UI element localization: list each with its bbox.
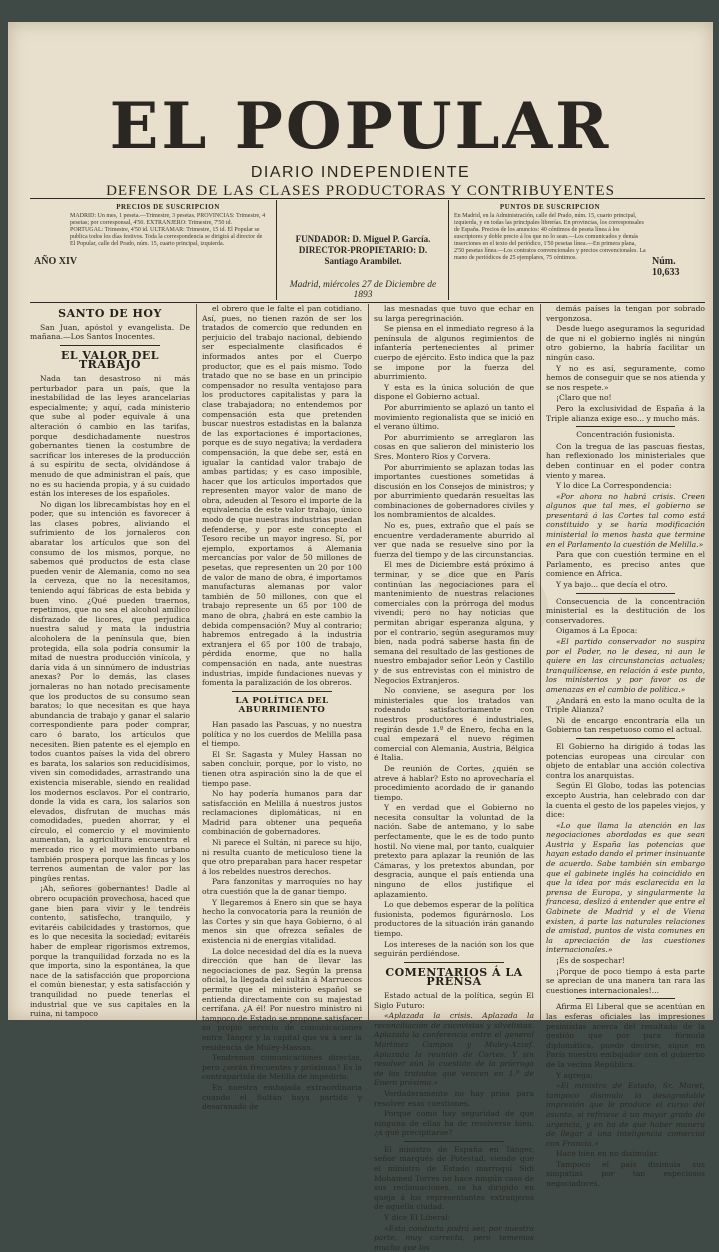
year-label: AÑO XIV <box>34 256 78 267</box>
paragraph: ¡Porque de poco tiempo á esta parte se aprecian de una manera tan rara las cuestiones internacionales!... <box>546 966 705 995</box>
paragraph: Lo que debemos esperar de la política fusionista, podemos figurárnoslo. Los productores de la situación irán ganando tiempo. <box>374 900 534 938</box>
column-rule <box>576 426 675 427</box>
paragraph: San Juan, apóstol y evangelista. De mañana.—Los Santos Inocentes. <box>30 322 190 342</box>
article-heading: COMENTARIOS Á LA PRENSA <box>385 965 523 989</box>
paragraph: las mesnadas que tuvo que echar en su larga peregrinación. <box>374 304 534 323</box>
points-text: En Madrid, en la Administración, calle del Prado, núm. 15, cuarto principal, izquierda, y en todas las principales librerías. En provincias, los corresponsales de España. Precios de los anuncios: 40 céntimos de peseta línea á los suscriptores y doble precio á los que no lo sean.—Los comunicados y demás inserciones en el texto del periódico, 1'50 pesetas línea.—En primera plana, 2'50 pesetas línea.—Los contratos convencionales y precios convencionales. La mano de periódicos de 25 ejemplares, 75 céntimos. <box>454 213 646 261</box>
subheading: Concentración fusionista. <box>576 430 675 440</box>
founder-block <box>284 234 442 267</box>
paragraph: Y ya bajo... que decía el otro. <box>556 580 668 590</box>
quote: «Esta conducta podrá ser, por nuestra parte, muy correcta, pero tememos mucho que los <box>374 1223 534 1252</box>
paragraph: De reunión de Cortes, ¿quién se atreve á hablar? Esto no aprovecharía el procedimiento acordado de ir ganando tiempo. <box>374 763 534 802</box>
paragraph: Tendremos comunicaciones directas, pero ¿serán frecuentes y próximas? Es la contrapartida de Melilla de impedirlo. <box>202 1053 362 1082</box>
article-heading: EL VALOR DEL TRABAJO <box>60 348 160 372</box>
paragraph: Afirma El Liberal que se acentúan en las esferas oficiales las impresiones pesimistas acerca del resultado de la gestión que por para fórmula diplomática, puede decirse, sigue en París nuestro embajador con el gobierno de la vecina República. <box>546 1002 705 1069</box>
prices-text: MADRID: Un mes, 1 peseta.—Trimestre, 3 pesetas. PROVINCIAS: Trimestre, 4 pesetas; por corresponsal, 4'50. EXTRANJERO: Trimestre, 7'50 id. PORTUGAL: Trimestre, 4'50 id. ULTRAMAR: Trimestre, 15 id. El Popular se publica todos los días festivos. Toda la correspondencia se dirigirá al director de El Popular, calle del Prado, núm. 15, cuarto principal, izquierda. <box>70 213 266 247</box>
quote: «Lo que llama la atención en las negociaciones abordadas es que sean Austria y España las potencias que hayan estado dando el primer insinuante de acuerdo. Sabe también sin embargo que el gabinete inglés ha coincidido en que la idea por más esclarecida en la prensa de Europa, y singularmente la francesa, deslizó á entender que entre el Gabinete de Madrid y el de Viena existen, á parte las naturales relaciones de amistad, puntos de vista comunes en la apreciación de las cuestiones internacionales.» <box>546 820 705 955</box>
column-divider <box>196 304 197 1020</box>
paragraph: Desde luego aseguramos la seguridad de que ni el gobierno inglés ni ningún otro gobierno, la habría facilitar un ningún caso. <box>546 324 705 362</box>
article-columns <box>30 304 705 1252</box>
column-3 <box>374 304 534 1252</box>
paragraph: el obrero que le falte el pan cotidiano. Así, pues, no tienen razón de ser los tratados de comercio que redunden en perjuicio del trabajo nacional, debiendo ser especialmente clasificados é informados antes por el Cuerpo productor, que es el país mismo. Todo tratado que no se base en un principio compensador no resulta ventajoso para los productores capitalistas y para la clase trabajadora; no entendemos por compensación esta que pretenden buscar nuestros estadistas en la balanza de las exportaciones é importaciones, porque es de suyo negativa; la verdadera compensación, la que debe ser, está en igualar la cantidad valor trabajo de ambas partidas; y es caso imposible, hacer que los artículos importados que representen mayor valor de mano de obra, adeuden al Tesoro el importe de la equivalencia de este valor trabajo, único modo de que nuestras industrias puedan defenderse, y por este concepto el Tesoro recibe un mayor ingreso. Sí, por ejemplo, exportamos á Alemania mercancías por valor de 50 millones de pesetas, que representen un 20 por 100 de valor de mano de obra, é importamos manufacturas alemanas por valor también de 50 millones, con que el trabajo represente un 65 por 100 de mano de obra, ¿habrá en este cambio la debida compensación? Muy al contrario; habremos entregado á la industria extranjera el 65 por 100 de trabajo, pérdida enorme, que no halla compensación en nada, ante nuestras industrias, impide fundaciones nuevas y fomenta la paralización de los obreros. <box>202 304 362 688</box>
column-4 <box>546 304 705 1189</box>
paragraph: El Gobierno ha dirigido á todas las potencias europeas una circular con objeto de entablar una acción colectiva contra los anarquistas. <box>546 741 705 780</box>
column-rule <box>404 1141 504 1142</box>
paragraph: Oigamos á La Época: <box>556 626 638 636</box>
divider <box>276 200 277 300</box>
paragraph: ¡Ah, señores gobernantes! Dadle al obrero ocupación provechosa, haced que gane bien para vivir y le tendréis contento, satisfecho, tranquilo, y evitaréis cabilcidades y trastornos, que es lo que necesita la sociedad; evitaréis haber de emplear rigorismos extremos, porque la tranquilidad forzada no es la que importa, sino la espontánea, la que nace de la satisfacción que proporciona el común bienestar, y esta satisfacción y tranquilidad no puede tenerlas el industrial que ve sus capitales en la ruina, ni tampoco <box>30 884 190 1019</box>
paragraph: ¿Andará en esto la mano oculta de la Triple Alianza? <box>546 695 705 715</box>
body-rule <box>30 302 705 303</box>
column-rule <box>232 691 332 692</box>
quote: «El partido conservador no suspira por el Poder, no le desea, ni aun le quiere en las circunstancias actuales; tranquilícense, en relación á este punto, los ministerios y por favor os de amenazas en el cambio de política.» <box>546 637 705 694</box>
column-rule <box>60 345 160 346</box>
column-2 <box>202 304 362 1112</box>
quote: «Aplazada la crisis. Aplazada la reconciliación de cucovistas y silvelistas. Aplazada la conferencia entre el general Martínez Campos y Muley-Azzaf. Aplazada la reunión de Cortes. Y sin resolver aún la cuestión de la prórroga de los tratados que vencen en 1.º de Enero próximo.» <box>374 1011 534 1088</box>
director-name: DIRECTOR-PROPIETARIO: D. Santiago Arambilet. <box>298 245 428 266</box>
paragraph: Por aburrimiento se arreglaron las cosas en que salieron del ministerio los Sres. Montero Ríos y Corvera. <box>374 432 534 461</box>
paragraph: Y en verdad que el Gobierno no necesita consultar la voluntad de la nación. Sabe de antemano, y lo sabe perfectamente, que le es de todo punto hostil. No viene mal, por tanto, cualquier pretexto para aplazar la reunión de las Cámaras, y los pretextos abundan, por desgracia, aunque el país entienda una ninguno de ellos justifique el aplazamiento. <box>374 803 534 899</box>
paragraph: No digan los librecambistas hoy en el poder, que su intención es favorecer á las clases pobres, aliviando el sufrimiento de los jornaleros con abaratar los artículos que son del consumo de los mismos, porque, no sabemos qué productos de esta clase pueden venir de Alemania, como no sea la cerveza, que no la necesitamos, teniendo aquí fábricas de esta bebida y buen vino. ¿Qué pueden traernos, repetimos, que no sea el alcohol amílico disfrazado de licores, que perjudica nuestra salud y mata la industria alcoholera de la península que, bien protegida, ella sola podría consumir la mitad de nuestra producción vinícola, y daría vida á un sinnúmero de industrias anexas? Por lo demás, las clases jornaleras no han notado precisamente que los productos de su consumo sean baratos; lo que necesitan es que haya abundancia de trabajo y ganar el salario correspondiente para poder comprar, caro ó barato, los artículos que necesiten. Bien patente es el ejemplo en todos cuantos países la vida del obrero es barata, los salarios son reducidísimos, viven sin comodidades, arrastrando una existencia miserable, siendo en realidad los modernos esclavos. Por el contrario, donde la vida es cara, los salarios son elevados, disfrutan de muchas más comodidades, pueden ahorrar, y el círculo, el comercio y el movimiento aumentan, la agricultura encuentra el mercado rico y el movimiento urbano también prospera porque las fincas y los terrenos aumentan de valor por las pingües rentas. <box>30 499 190 883</box>
paragraph: Y llegaremos á Enero sin que se haya hecho la convocatoria para la reunión de las Cortes y sin que haya Gobierno, ó al menos sin que ofrezca señales de existencia ni de energías vitalidad. <box>202 897 362 945</box>
newspaper-title: EL POPULAR <box>109 89 612 164</box>
paragraph: Y no es así, seguramente, como hemos de conseguir que se nos atienda y se nos respete.» <box>546 363 705 392</box>
paragraph: Para fanzonitas y marroquíes no hay otra cuestión que la de ganar tiempo. <box>202 877 362 897</box>
paragraph: No es, pues, extraño que el país se encuentre verdaderamente aburrido al ver que nada se resuelve sino por la fuerza del tiempo y de las circunstancias. <box>374 521 534 559</box>
paragraph: En nuestra embajada extraordinaria cuando el Sultán haya partido y desaranado de <box>202 1082 362 1112</box>
paragraph: Ni parece el Sultán, ni parece su hijo, ni resulta cuanto de meticuloso tiene la que otro preparaban para hacer respetar á los rebeldes nuestros derechos. <box>202 838 362 876</box>
section-heading: SANTO DE HOY <box>58 307 162 320</box>
newspaper-subtitle: DIARIO INDEPENDIENTE <box>250 164 471 181</box>
quote: «El ministro de Estado, Sr. Moret, tampoco disimula la desagradable impresión que le produce el curso del asunto, si refiriese á un mayor grado de urgencia, y en ha de que haber manera de llegar á una inteligencia comercial con Francia.» <box>546 1081 705 1148</box>
column-divider <box>368 304 369 1020</box>
column-rule <box>576 738 675 739</box>
paragraph: Pero la exclusividad de España á la Triple alianza exige eso... y mucho más. <box>546 403 705 423</box>
paragraph: Ni de encargo encontraría ella un Gobierno tan respetuoso como el actual. <box>546 715 705 735</box>
header-rule <box>30 198 705 199</box>
founder-name: FUNDADOR: D. Miguel P. García. <box>295 234 431 244</box>
article-heading: LA POLÍTICA DEL ABURRIMIENTO <box>235 695 329 716</box>
paragraph: Y dice El Liberal: <box>384 1213 451 1223</box>
paragraph: No conviene, se asegura por los ministeriales que los tratados van rodeando satisfactoriamente con nuestros productores é industriales, regirán desde 1.º de Enero, fecha en la cual empezará el nuevo régimen comercial con Alemania, Austria, Bélgica é Italia. <box>374 686 534 763</box>
paragraph: Hace bien en no disimular. <box>556 1149 659 1159</box>
paragraph: Nada tan desastroso ni más perturbador para un país, que la inestabilidad de las leyes arancelarias especialmente; y aquí, cada ministerio que sube al poder equivale á una alteración ó cambio en las tarifas, porque desdichadamente nuestros gobernantes tienen la costumbre de sacrificar los intereses de la producción á su espíritu de secta, olvidándose á menudo de que administran el país, que no es su hacienda propia, y á su cuidado están los intereses de los españoles. <box>30 373 190 499</box>
paragraph: demás países la tengan por sobrado vergonzosa. <box>546 304 705 323</box>
divider <box>448 200 449 300</box>
quote: «Por ahora no habrá crisis. Creen algunos que tal mes, el gobierno se presentará á las Cortes tal como está constituido y se haría modificación ministerial lo menos hasta que termine en el Parlamento la cuestión de Melilla.» <box>546 491 705 549</box>
column-divider <box>540 304 541 1020</box>
paragraph: Y agrega: <box>556 1070 593 1080</box>
newspaper-motto: DEFENSOR DE LAS CLASES PRODUCTORAS Y CONTRIBUYENTES <box>106 183 615 199</box>
paragraph: Tampoco el país disimula sus simpatías por tan especiosos negociadores. <box>546 1159 705 1189</box>
paragraph: El Sr. Sagasta y Muley Hassan no saben concluir, porque, por lo visto, no tienen otra aspiración sino la de que el tiempo pase. <box>202 749 362 788</box>
subscription-prices <box>70 204 266 296</box>
paragraph: Para que con cuestión termine en el Parlamento, es preciso antes que comience en Africa. <box>546 550 705 579</box>
paragraph: ¡Es de sospechar! <box>556 956 625 965</box>
paragraph: Porque como hay seguridad de que ninguna de ellas ha de resolverse bien, ¿á qué precipitarse? <box>374 1109 534 1138</box>
paragraph: No hay podería humanos para dar satisfacción en Melilla á nuestros justos reclamaciones diplomáticas, ni en Madrid para obtener una pequeña combinación de gobernadores. <box>202 789 362 837</box>
masthead <box>8 89 713 200</box>
info-bar <box>30 200 705 302</box>
issue-number: Núm. 10,633 <box>652 256 680 278</box>
paragraph: ¡Claro que no! <box>556 393 612 403</box>
paragraph: Por aburrimiento se aplazan todas las importantes cuestiones sometidas á discusión en los Consejos de ministros; y por aburrimiento quedarán resueltas las combinaciones de gobernadores civiles y los nombramientos de alcaldes. <box>374 462 534 520</box>
paragraph: El ministro de España en Tánger, señor marqués de Potestad, viendo que el ministro de Estado marroquí Sidi Mohamed Torres no hace ningún caso de sus reclamaciones, se ha dirigido en queja á los representantes extranjeros de aquella ciudad. <box>374 1144 534 1212</box>
column-rule <box>576 593 675 594</box>
paragraph: Han pasado las Pascuas, y no nuestra política y no los cuerdos de Melilla pasa el tiempo. <box>202 719 362 749</box>
dateline: Madrid, miércoles 27 de Diciembre de 1893 <box>289 280 437 300</box>
paragraph: Por aburrimiento se aplazó un tanto el movimiento regionalista que se inició en el verano último. <box>374 402 534 432</box>
paragraph: Verdaderamente no hay prisa para resolver esas cuestiones. <box>374 1088 534 1108</box>
points-heading: PUNTOS DE SUSCRIPCION <box>499 203 601 211</box>
paragraph: Estado actual de la política, según El Siglo Futuro: <box>374 990 534 1010</box>
newspaper-page <box>8 22 713 1252</box>
paragraph: Según El Globo, todas las potencias excepto Austria, han celebrado con dar la cuenta el gesto de los papeles viejos, y dice: <box>546 781 705 820</box>
paragraph: El mes de Diciembre está próximo á terminar, y se dice que en París continúan las negociaciones para el mantenimiento de nuestras relaciones comerciales con la prórroga del modus vivendi; pero no hay noticias que permitan abrigar esperanza alguna, y por el contrario, según aseguramos muy bien, nada podrá saberse hasta fin de semana del resultado de las gestiones de nuestro embajador señor León y Castillo y de sus entrevistas con el ministro de Negocios Extranjeros. <box>374 560 534 685</box>
subscription-points <box>454 204 646 296</box>
paragraph: Se piensa en el inmediato regreso á la península de algunos regimientos de infantería pertenecientes al primer cuerpo de ejército. Esto indica que la paz se impone por la fuerza del aburrimiento. <box>374 324 534 382</box>
prices-heading: PRECIOS DE SUSCRIPCION <box>116 203 220 211</box>
column-rule <box>576 998 675 999</box>
paragraph: Consecuencia de la concentración ministerial es la destitución de los conservadores. <box>546 596 705 625</box>
column-1 <box>30 304 190 1020</box>
paragraph: Los intereses de la nación son los que seguirán perdiéndose. <box>374 939 534 959</box>
column-rule <box>404 962 504 963</box>
paragraph: Y lo dice La Correspondencia: <box>556 481 672 491</box>
paragraph: Y esta es la única solución de que dispone el Gobierno actual. <box>374 382 534 402</box>
paragraph: Con la tregua de las pascuas fiestas, han reflexionado los ministeriales que deben continuar en el poder contra viento y marea. <box>546 441 705 480</box>
paragraph: La dolce necesidad del día es la nueva dirección que han de llevar las negociaciones de paz. Según la prensa oficial, la llegada del sultán á Marruecos permite que el ministerio español se entienda directamente con su majestad cerrífana. ¿A él! Por nuestro ministro ni tampoco de Estado se propone satisfacer su propio servicio de comunicaciones entre Tánger y la capital que va á ser la residencia de Muley-Hassan. <box>202 946 362 1052</box>
